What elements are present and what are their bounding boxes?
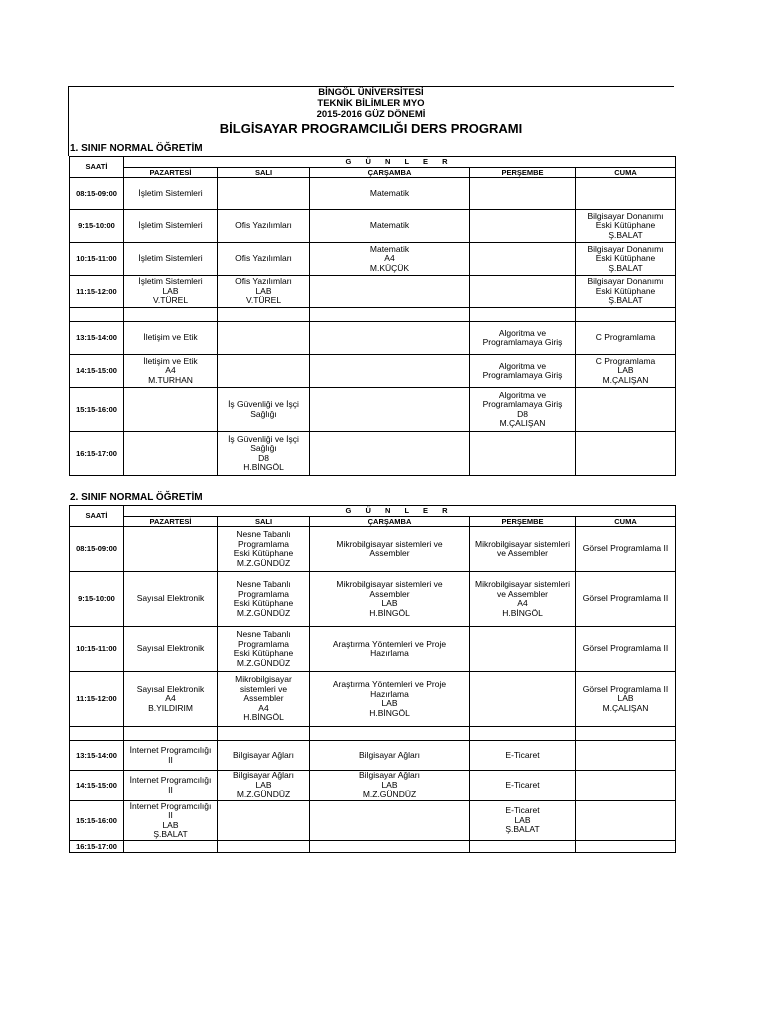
day-header: ÇARŞAMBA	[310, 516, 470, 527]
schedule-cell	[218, 276, 310, 308]
time-slot: 15:15-16:00	[70, 388, 124, 432]
time-slot: 08:15-09:00	[70, 178, 124, 210]
cell-text: İnternet Programcılığı	[129, 745, 212, 755]
cell-text: Eski Kütüphane	[233, 598, 294, 608]
schedule-cell	[576, 841, 676, 853]
schedule-cell	[470, 276, 576, 308]
page-title: BİLGİSAYAR PROGRAMCILIĞI DERS PROGRAMI	[219, 121, 523, 136]
table-row	[70, 178, 676, 210]
cell-text: İnternet Programcılığı	[129, 800, 212, 811]
cell-text: Algoritma ve	[498, 327, 547, 338]
schedule-cell	[124, 243, 218, 276]
saati-header: SAATİ	[70, 157, 124, 178]
cell-text: Mikrobilgisayar sistemleri	[475, 579, 570, 589]
cell-text: sistemleri ve	[239, 683, 288, 694]
cell-text: M.KÜÇÜK	[369, 262, 410, 273]
cell-text: LAB	[255, 779, 272, 790]
cell-text: LAB	[381, 779, 398, 790]
cell-text: H.BİNGÖL	[502, 607, 543, 618]
schedule-cell	[310, 355, 470, 388]
schedule-cell	[576, 210, 676, 243]
cell-text: Bilgisayar Donanımı	[587, 276, 664, 287]
gunler-header: G Ü N L E R	[124, 506, 676, 517]
cell-text: Bilgisayar Ağları	[233, 749, 294, 760]
cell-text: LAB	[381, 598, 398, 608]
cell-text: A4	[258, 702, 269, 713]
day-header: PERŞEMBE	[470, 516, 576, 527]
cell-text: Ofis Yazılımları	[235, 276, 292, 287]
schedule-cell	[576, 276, 676, 308]
schedule-cell	[470, 572, 576, 627]
table-row	[70, 388, 676, 432]
schedule-cell	[218, 322, 310, 355]
schedule-cell	[310, 672, 470, 727]
cell-text: Bilgisayar Ağları	[359, 770, 420, 781]
cell-text: A4	[165, 693, 176, 704]
time-slot: 9:15-10:00	[70, 210, 124, 243]
table-row	[70, 771, 676, 801]
empty-cell	[124, 308, 218, 322]
empty-cell	[218, 308, 310, 322]
cell-text: Hazırlama	[370, 648, 409, 658]
schedule-cell	[470, 322, 576, 355]
cell-text: Programlamaya Giriş	[482, 370, 563, 380]
day-header: PERŞEMBE	[470, 167, 576, 178]
schedule-cell	[218, 572, 310, 627]
cell-text: H.BİNGÖL	[369, 707, 410, 718]
cell-text: İletişim ve Etik	[143, 355, 198, 366]
cell-text: H.BİNGÖL	[243, 462, 284, 472]
cell-text: ve Assembler	[496, 548, 549, 558]
cell-text: LAB	[617, 693, 634, 704]
schedule-cell	[124, 210, 218, 243]
cell-text: A4	[384, 253, 395, 264]
term-name: 2015-2016 GÜZ DÖNEMİ	[316, 109, 426, 120]
cell-text: Mikrobilgisayar	[235, 674, 292, 685]
cell-text: Programlama	[237, 638, 290, 649]
cell-text: V.TÜREL	[245, 295, 282, 306]
schedule-cell	[218, 388, 310, 432]
cell-text: Ş.BALAT	[608, 262, 643, 273]
cell-text: Ofis Yazılımları	[235, 220, 292, 231]
cell-text: İş Güvenliği ve İşçi	[228, 433, 299, 444]
schedule-cell	[218, 355, 310, 388]
table-row	[70, 572, 676, 627]
empty-cell	[70, 727, 124, 741]
cell-text: D8	[258, 452, 269, 463]
schedule-cell	[576, 672, 676, 727]
schedule-cell	[470, 672, 576, 727]
cell-text: Mikrobilgisayar sistemleri	[475, 538, 570, 549]
cell-text: Hazırlama	[370, 688, 409, 699]
time-slot: 14:15-15:00	[70, 355, 124, 388]
schedule-cell	[576, 741, 676, 771]
schedule-cell	[470, 243, 576, 276]
schedule-cell	[470, 210, 576, 243]
cell-text: Mikrobilgisayar sistemleri ve	[336, 538, 443, 549]
cell-text: Bilgisayar Donanımı	[587, 243, 664, 254]
cell-text: Algoritma ve	[498, 360, 547, 371]
schedule-cell	[470, 741, 576, 771]
day-header: CUMA	[576, 167, 676, 178]
cell-text: Eski Kütüphane	[595, 220, 656, 231]
schedule-cell	[218, 771, 310, 801]
cell-text: II	[168, 754, 173, 765]
schedule-cell	[124, 276, 218, 308]
cell-text: İşletim Sistemleri	[138, 276, 203, 287]
cell-text: E-Ticaret	[505, 749, 540, 760]
empty-cell	[470, 308, 576, 322]
time-slot: 10:15-11:00	[70, 243, 124, 276]
schedule-cell	[310, 432, 470, 476]
schedule-cell	[218, 178, 310, 210]
time-slot: 14:15-15:00	[70, 771, 124, 801]
cell-text: C Programlama	[595, 355, 656, 366]
schedule-cell	[218, 672, 310, 727]
cell-text: A4	[517, 598, 528, 608]
schedule-cell	[470, 771, 576, 801]
cell-text: M.Z.GÜNDÜZ	[362, 789, 417, 800]
document-header	[68, 87, 674, 136]
cell-text: V.TÜREL	[152, 295, 189, 306]
schedule-cell	[124, 527, 218, 572]
cell-text: E-Ticaret	[505, 805, 540, 816]
empty-cell	[124, 727, 218, 741]
cell-text: Eski Kütüphane	[595, 253, 656, 264]
schedule-cell	[576, 627, 676, 672]
time-slot: 15:15-16:00	[70, 801, 124, 841]
time-slot: 13:15-14:00	[70, 322, 124, 355]
schedule-cell	[124, 841, 218, 853]
schedule-cell	[124, 771, 218, 801]
cell-text: ve Assembler	[496, 588, 549, 599]
cell-text: Sağlığı	[250, 408, 277, 419]
table-row	[70, 210, 676, 243]
cell-text: Algoritma ve	[498, 389, 547, 400]
schedule-cell	[576, 388, 676, 432]
schedule-body	[70, 506, 676, 853]
cell-text: Programlamaya Giriş	[482, 399, 563, 409]
day-header: SALI	[218, 516, 310, 527]
cell-text: Programlama	[237, 538, 290, 549]
schedule-cell	[218, 741, 310, 771]
schedule-cell	[310, 178, 470, 210]
schedule-cell	[470, 627, 576, 672]
cell-text: Assembler	[369, 588, 410, 599]
schedule-cell	[576, 178, 676, 210]
cell-text: Sayısal Elektronik	[136, 683, 205, 694]
schedule-cell	[310, 741, 470, 771]
cell-text: M.Z.GÜNDÜZ	[236, 657, 291, 668]
cell-text: İletişim ve Etik	[143, 332, 198, 343]
cell-text: Eski Kütüphane	[233, 648, 294, 658]
table-row	[70, 355, 676, 388]
cell-text: Görsel Programlama II	[582, 593, 669, 604]
schedule-cell	[310, 388, 470, 432]
schedule-cell	[470, 801, 576, 841]
school-name: TEKNİK BİLİMLER MYO	[317, 98, 425, 109]
cell-text: D8	[517, 408, 528, 419]
cell-text: M.ÇALIŞAN	[499, 418, 546, 428]
schedule-cell	[470, 841, 576, 853]
schedule-cell	[310, 527, 470, 572]
cell-text: H.BİNGÖL	[243, 712, 284, 723]
cell-text: M.ÇALIŞAN	[602, 374, 649, 385]
empty-cell	[470, 727, 576, 741]
schedule-cell	[576, 771, 676, 801]
day-header: ÇARŞAMBA	[310, 167, 470, 178]
schedule-cell	[576, 572, 676, 627]
cell-text: Görsel Programlama II	[582, 543, 669, 554]
cell-text: II	[168, 810, 173, 820]
day-header: CUMA	[576, 516, 676, 527]
schedule-cell	[124, 672, 218, 727]
cell-text: Ş.BALAT	[505, 824, 540, 835]
empty-cell	[310, 727, 470, 741]
cell-text: İşletim Sistemleri	[138, 253, 203, 264]
schedule-cell	[124, 627, 218, 672]
empty-cell	[576, 308, 676, 322]
cell-text: Bilgisayar Ağları	[233, 770, 294, 781]
schedule-cell	[124, 741, 218, 771]
cell-text: II	[168, 784, 173, 795]
cell-text: LAB	[617, 365, 634, 376]
table-row	[70, 276, 676, 308]
lunch-break-row	[70, 727, 676, 741]
schedule-body	[70, 157, 676, 476]
cell-text: Ş.BALAT	[608, 295, 643, 306]
cell-text: M.Z.GÜNDÜZ	[236, 607, 291, 618]
cell-text: İşletim Sistemleri	[138, 220, 203, 231]
schedule-cell	[218, 243, 310, 276]
lunch-break-row	[70, 308, 676, 322]
schedule-cell	[470, 355, 576, 388]
schedule-cell	[218, 210, 310, 243]
cell-text: Assembler	[243, 693, 284, 704]
schedule-cell	[310, 841, 470, 853]
cell-text: İnternet Programcılığı	[129, 775, 212, 785]
day-header: PAZARTESİ	[124, 167, 218, 178]
schedule-cell	[218, 801, 310, 841]
time-slot: 13:15-14:00	[70, 741, 124, 771]
cell-text: Matematik	[369, 220, 410, 231]
cell-text: Assembler	[369, 548, 410, 558]
day-header: PAZARTESİ	[124, 516, 218, 527]
cell-text: M.Z.GÜNDÜZ	[236, 557, 291, 568]
schedule-cell	[124, 572, 218, 627]
cell-text: C Programlama	[595, 332, 656, 343]
time-slot: 16:15-17:00	[70, 432, 124, 476]
schedule-cell	[124, 432, 218, 476]
table-row	[70, 243, 676, 276]
schedule-cell	[310, 801, 470, 841]
schedule-cell	[310, 210, 470, 243]
cell-text: B.YILDIRIM	[148, 702, 193, 713]
cell-text: Sayısal Elektronik	[136, 643, 205, 654]
cell-text: LAB	[381, 698, 398, 708]
schedule-cell	[576, 322, 676, 355]
cell-text: Eski Kütüphane	[233, 548, 294, 558]
cell-text: A4	[165, 365, 176, 376]
cell-text: Sayısal Elektronik	[136, 593, 205, 604]
section1-title: 1. SINIF NORMAL ÖĞRETİM	[70, 143, 203, 154]
schedule-cell	[310, 243, 470, 276]
schedule-cell	[218, 627, 310, 672]
schedule-cell	[576, 243, 676, 276]
cell-text: Araştırma Yöntemleri ve Proje	[332, 679, 447, 689]
table-row	[70, 801, 676, 841]
schedule-table-year2	[69, 505, 676, 853]
university-name: BİNGÖL ÜNİVERSİTESİ	[318, 87, 424, 98]
time-slot: 9:15-10:00	[70, 572, 124, 627]
time-slot: 10:15-11:00	[70, 627, 124, 672]
schedule-cell	[470, 388, 576, 432]
cell-text: Sağlığı	[250, 443, 277, 453]
schedule-cell	[218, 841, 310, 853]
cell-text: Bilgisayar Donanımı	[587, 210, 664, 221]
cell-text: M.Z.GÜNDÜZ	[236, 789, 291, 800]
schedule-cell	[310, 771, 470, 801]
cell-text: İş Güvenliği ve İşçi	[228, 399, 299, 409]
schedule-cell	[218, 527, 310, 572]
schedule-table-year1	[69, 156, 676, 476]
schedule-cell	[218, 432, 310, 476]
schedule-cell	[124, 178, 218, 210]
cell-text: Görsel Programlama II	[582, 683, 669, 694]
cell-text: Eski Kütüphane	[595, 285, 656, 296]
table-row	[70, 527, 676, 572]
cell-text: E-Ticaret	[505, 779, 540, 790]
cell-text: Matematik	[369, 243, 410, 254]
cell-text: LAB	[514, 814, 531, 825]
cell-text: Mikrobilgisayar sistemleri ve	[336, 579, 443, 589]
table-row	[70, 741, 676, 771]
cell-text: M.ÇALIŞAN	[602, 702, 649, 713]
time-slot: 08:15-09:00	[70, 527, 124, 572]
schedule-cell	[576, 355, 676, 388]
cell-text: İşletim Sistemleri	[138, 187, 203, 198]
cell-text: Ş.BALAT	[153, 829, 188, 839]
gunler-header: G Ü N L E R	[124, 157, 676, 168]
saati-header: SAATİ	[70, 506, 124, 527]
table-row	[70, 672, 676, 727]
day-header: SALI	[218, 167, 310, 178]
cell-text: LAB	[162, 819, 179, 830]
schedule-cell	[470, 432, 576, 476]
schedule-cell	[310, 276, 470, 308]
schedule-cell	[310, 627, 470, 672]
cell-text: H.BİNGÖL	[369, 607, 410, 618]
table-row	[70, 322, 676, 355]
time-slot: 11:15-12:00	[70, 276, 124, 308]
empty-cell	[70, 308, 124, 322]
schedule-cell	[470, 527, 576, 572]
schedule-cell	[124, 388, 218, 432]
table-row	[70, 841, 676, 853]
cell-text: Bilgisayar Ağları	[359, 749, 420, 760]
schedule-cell	[470, 178, 576, 210]
cell-text: Ş.BALAT	[608, 229, 643, 240]
table-row	[70, 432, 676, 476]
table-row	[70, 627, 676, 672]
cell-text: Nesne Tabanlı	[236, 529, 291, 539]
time-slot: 11:15-12:00	[70, 672, 124, 727]
cell-text: Araştırma Yöntemleri ve Proje	[332, 638, 447, 649]
empty-cell	[218, 727, 310, 741]
cell-text: LAB	[162, 285, 179, 296]
empty-cell	[576, 727, 676, 741]
cell-text: Programlamaya Giriş	[482, 337, 563, 347]
section2-title: 2. SINIF NORMAL ÖĞRETİM	[70, 492, 203, 503]
schedule-cell	[310, 572, 470, 627]
cell-text: Nesne Tabanlı	[236, 629, 291, 639]
schedule-cell	[124, 355, 218, 388]
schedule-cell	[576, 801, 676, 841]
schedule-cell	[124, 801, 218, 841]
cell-text: Ofis Yazılımları	[235, 253, 292, 264]
time-slot: 16:15-17:00	[70, 841, 124, 853]
cell-text: Matematik	[369, 187, 410, 198]
schedule-cell	[576, 432, 676, 476]
cell-text: Programlama	[237, 588, 290, 599]
empty-cell	[310, 308, 470, 322]
cell-text: Görsel Programlama II	[582, 643, 669, 654]
cell-text: Nesne Tabanlı	[236, 579, 291, 589]
schedule-cell	[124, 322, 218, 355]
schedule-cell	[576, 527, 676, 572]
schedule-cell	[310, 322, 470, 355]
cell-text: M.TURHAN	[148, 374, 193, 385]
cell-text: LAB	[255, 285, 272, 296]
